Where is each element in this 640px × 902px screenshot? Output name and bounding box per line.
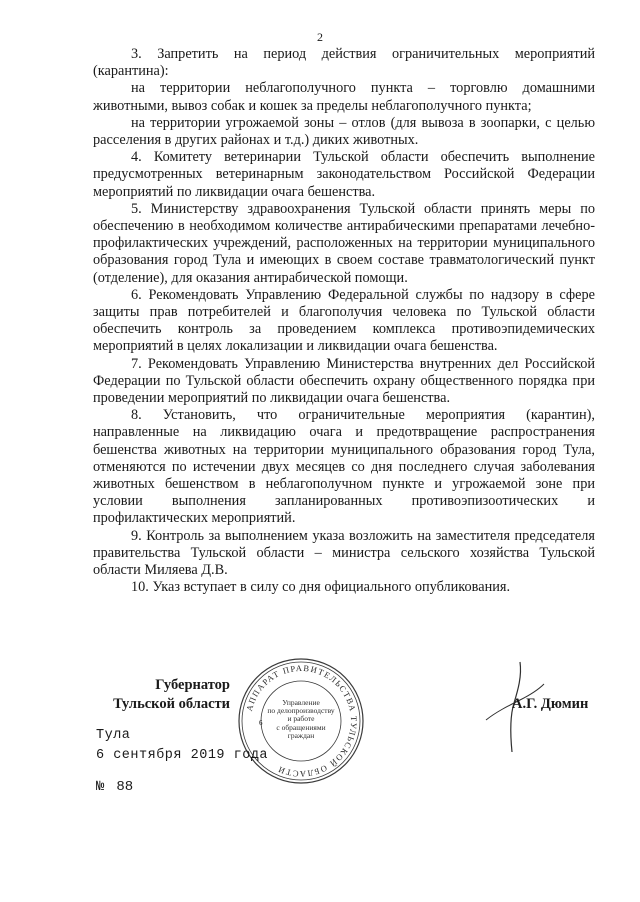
page-number: 2 — [317, 30, 323, 44]
signatory-title-line1: Губернатор — [155, 677, 230, 693]
seal-center-line: Управление — [282, 698, 320, 707]
seal-center-line: и работе — [287, 714, 315, 724]
seal-number: 6 — [259, 719, 263, 727]
signatory-title-line2: Тульской области — [113, 696, 230, 712]
paragraph-4: 4. Комитету ветеринарии Тульской области обеспечить выполнение предусмотренных ветеринарным законодательством Российской Федерации мероприятий по ликвидации очага бешенства. — [93, 149, 595, 200]
paragraph-8: 8. Установить, что ограничительные мероприятия (карантин), направленные на ликвидацию очага и предотвращение распространения бешенства животных на территории муниципального образования город Тула, отменяются по истечении двух месяцев со дня последнего случая заболевания животных бешенством в неблагополучном пункте и угрожаемой зоне при условии выполнения запланированных противоэпизоотических и профилактических мероприятий. — [93, 407, 595, 527]
number-value: 88 — [116, 779, 134, 795]
place-name: Тула — [96, 728, 131, 743]
paragraph-7: 7. Рекомендовать Управлению Министерства внутренних дел Российской Федерации по Тульской области обеспечить охрану общественного порядка при проведении мероприятий по ликвидации очага бешенства. — [93, 355, 595, 407]
paragraph-3-item-2: на территории угрожаемой зоны – отлов (для вывоза в зоопарки, с целью расселения в других районах и т.д.) диких животных. — [93, 114, 595, 149]
seal-center-line: с обращениями — [276, 722, 326, 732]
signatory-name: А.Г. Дюмин — [512, 696, 589, 712]
place-and-date — [96, 726, 268, 766]
seal-ring-text: АППАРАТ ПРАВИТЕЛЬСТВА ТУЛЬСКОЙ ОБЛАСТИ — [244, 662, 360, 780]
document-date: 6 сентября 2019 года — [96, 748, 269, 763]
document-number — [96, 779, 145, 795]
seal-center-line: по делопроизводству — [267, 706, 335, 716]
paragraph-3: 3. Запретить на период действия ограничительных мероприятий (карантина): — [93, 46, 595, 80]
paragraph-9: 9. Контроль за выполнением указа возложить на заместителя председателя правительства Тульской области – министра сельского хозяйства Тульской области Миляева Д.В. — [93, 527, 595, 579]
seal-center-line: граждан — [287, 730, 315, 740]
paragraph-5: 5. Министерству здравоохранения Тульской области принять меры по обеспечению в необходимом количестве антирабическими препаратами лечебно-профилактических учреждений, расположенных на территории муниципального образования город Тула и имеющих в своем составе травматологический пункт (отделение), для оказания антирабической помощи. — [93, 200, 595, 286]
number-sign: № — [96, 779, 105, 795]
paragraph-10: 10. Указ вступает в силу со дня официального опубликования. — [131, 579, 511, 596]
paragraph-6: 6. Рекомендовать Управлению Федеральной службы по надзору в сфере защиты прав потребителей и благополучия человека по Тульской области обеспечить контроль за проведением комплекса противоэпидемических мероприятий в целях локализации и ликвидации очага бешенства. — [93, 286, 595, 355]
paragraph-3-item-1: на территории неблагополучного пункта – торговлю домашними животными, вывоз собак и кошек за пределы неблагополучного пункта; — [93, 80, 595, 114]
